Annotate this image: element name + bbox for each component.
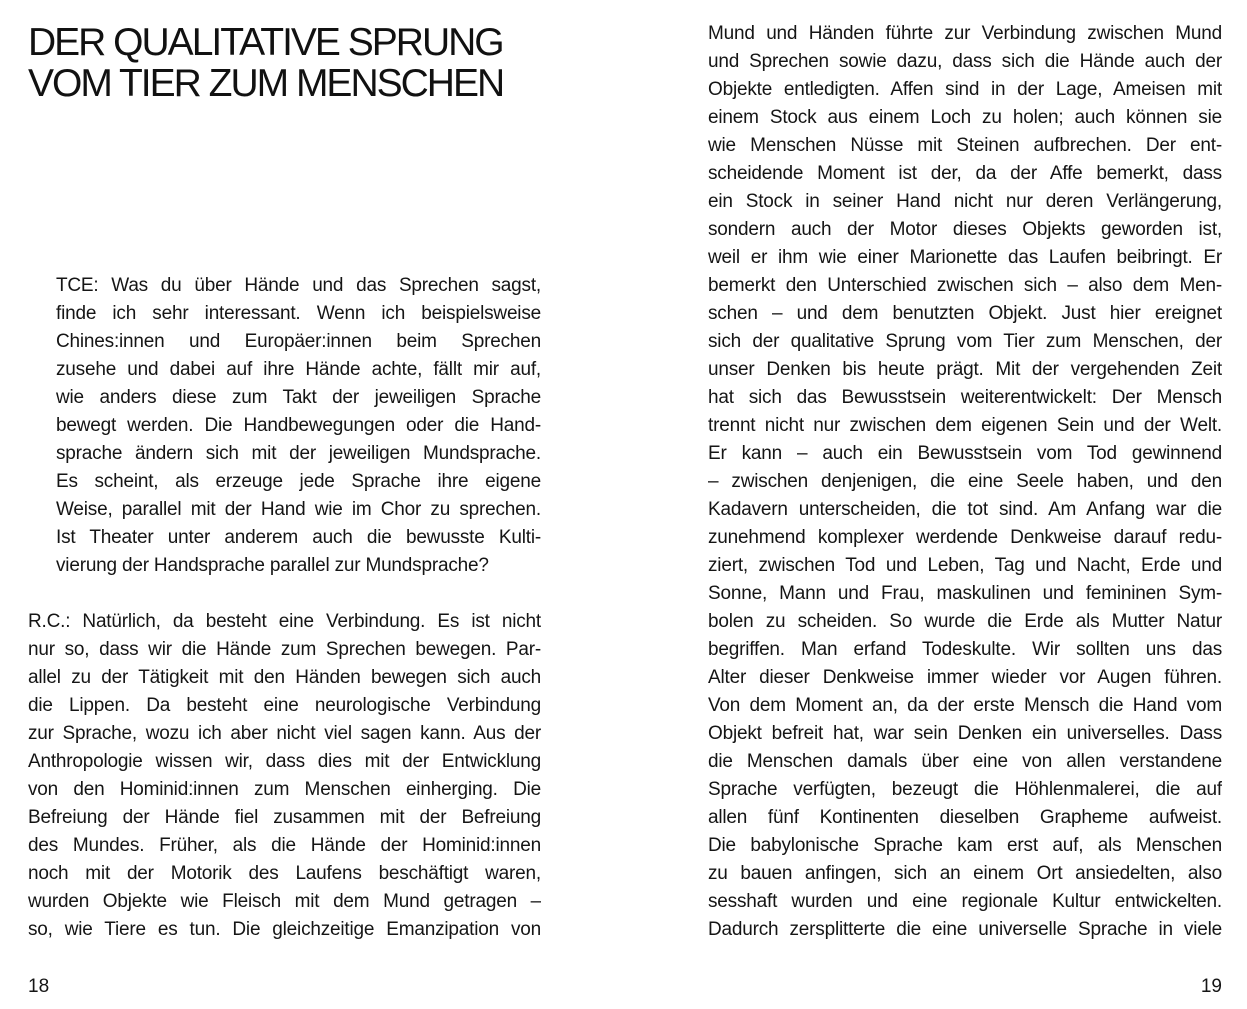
question-line: Es scheint, als erzeuge jede Sprache ihre eigene xyxy=(56,471,541,492)
body-line: Mund und Händen führte zur Verbindung zwischen Mund xyxy=(708,23,1222,44)
body-line: schen – und dem benutzten Objekt. Just hier ereignet xyxy=(708,303,1222,324)
chapter-title-line-2: VOM TIER ZUM MENSCHEN xyxy=(28,62,504,105)
body-line: Von dem Moment an, da der erste Mensch die Hand vom xyxy=(708,695,1222,716)
answer-line: allel zu der Tätigkeit mit den Händen bewegen sich auch xyxy=(28,667,541,688)
body-line: weil er ihm wie einer Marionette das Laufen beibringt. Er xyxy=(708,247,1222,268)
continued-answer xyxy=(708,20,1222,944)
body-line: sich der qualitative Sprung vom Tier zum Menschen, der xyxy=(708,331,1222,352)
body-line: Sprache verfügten, bezeugt die Höhlenmalerei, die auf xyxy=(708,779,1222,800)
body-line: zunehmend komplexer werdende Denkweise darauf redu- xyxy=(708,527,1222,548)
answer-line: R.C.: Natürlich, da besteht eine Verbindung. Es ist nicht xyxy=(28,611,541,632)
answer-line: Anthropologie wissen wir, dass dies mit der Entwicklung xyxy=(28,751,541,772)
body-line: Objekte entledigten. Affen sind in der Lage, Ameisen mit xyxy=(708,79,1222,100)
answer-line: noch mit der Motorik des Laufens beschäftigt waren, xyxy=(28,863,541,884)
answer-line: nur so, dass wir die Hände zum Sprechen bewegen. Par- xyxy=(28,639,541,660)
question-line: zusehe und dabei auf ihre Hände achte, fällt mir auf, xyxy=(56,359,541,380)
body-line: Alter dieser Denkweise immer wieder vor Augen führen. xyxy=(708,667,1222,688)
answer-line: zur Sprache, wozu ich aber nicht viel sagen kann. Aus der xyxy=(28,723,541,744)
question-line: TCE: Was du über Hände und das Sprechen sagst, xyxy=(56,275,541,296)
body-line: scheidende Moment ist der, da der Affe bemerkt, dass xyxy=(708,163,1222,184)
body-line: Objekt befreit hat, war sein Denken ein universelles. Dass xyxy=(708,723,1222,744)
interview-answer xyxy=(28,608,541,944)
question-line: sprache ändern sich mit der jeweiligen Mundsprache. xyxy=(56,443,541,464)
body-line: einem Stock aus einem Loch zu holen; auch können sie xyxy=(708,107,1222,128)
question-line: wie anders diese zum Takt der jeweiligen Sprache xyxy=(56,387,541,408)
chapter-title-line-1: DER QUALITATIVE SPRUNG xyxy=(28,21,503,64)
answer-line: des Mundes. Früher, als die Hände der Hominid:innen xyxy=(28,835,541,856)
question-line: Ist Theater unter anderem auch die bewusste Kulti- xyxy=(56,527,541,548)
answer-line: Befreiung der Hände fiel zusammen mit der Befreiung xyxy=(28,807,541,828)
body-line: Er kann – auch ein Bewusstsein vom Tod gewinnend xyxy=(708,443,1222,464)
question-line: Chines:innen und Europäer:innen beim Sprechen xyxy=(56,331,541,352)
body-line: sondern auch der Motor dieses Objekts geworden ist, xyxy=(708,219,1222,240)
question-line: vierung der Handsprache parallel zur Mundsprache? xyxy=(56,555,489,576)
question-line: bewegt werden. Die Handbewegungen oder die Hand- xyxy=(56,415,541,436)
body-line: bolen zu scheiden. So wurde die Erde als Mutter Natur xyxy=(708,611,1222,632)
body-line: Sonne, Mann und Frau, maskulinen und femininen Sym- xyxy=(708,583,1222,604)
body-line: ziert, zwischen Tod und Leben, Tag und Nacht, Erde und xyxy=(708,555,1222,576)
answer-line: so, wie Tiere es tun. Die gleichzeitige Emanzipation von xyxy=(28,919,541,940)
body-line: trennt nicht nur zwischen dem eigenen Sein und der Welt. xyxy=(708,415,1222,436)
body-line: und Sprechen sowie dazu, dass sich die Hände auch der xyxy=(708,51,1222,72)
answer-line: die Lippen. Da besteht eine neurologische Verbindung xyxy=(28,695,541,716)
body-line: Dadurch zersplitterte die eine universelle Sprache in viele xyxy=(708,919,1222,940)
body-line: ein Stock in seiner Hand nicht nur deren Verlängerung, xyxy=(708,191,1222,212)
body-line: bemerkt den Unterschied zwischen sich – also dem Men- xyxy=(708,275,1222,296)
chapter-title xyxy=(28,22,503,104)
interview-question xyxy=(56,272,541,580)
left-page xyxy=(0,0,623,1009)
body-line: unser Denken bis heute prägt. Mit der vergehenden Zeit xyxy=(708,359,1222,380)
right-page xyxy=(623,0,1247,1009)
page-number-right: 19 xyxy=(1200,976,1222,997)
body-line: Die babylonische Sprache kam erst auf, als Menschen xyxy=(708,835,1222,856)
question-line: finde ich sehr interessant. Wenn ich beispielsweise xyxy=(56,303,541,324)
body-line: die Menschen damals über eine von allen verstandene xyxy=(708,751,1222,772)
body-line: hat sich das Bewusstsein weiterentwickelt: Der Mensch xyxy=(708,387,1222,408)
body-line: begriffen. Man erfand Todeskulte. Wir sollten uns das xyxy=(708,639,1222,660)
body-line: allen fünf Kontinenten dieselben Grapheme aufweist. xyxy=(708,807,1222,828)
body-line: zu bauen anfingen, sich an einem Ort ansiedelten, also xyxy=(708,863,1222,884)
body-line: Kadavern unterscheiden, die tot sind. Am Anfang war die xyxy=(708,499,1222,520)
question-line: Weise, parallel mit der Hand wie im Chor zu sprechen. xyxy=(56,499,541,520)
body-line: – zwischen denjenigen, die eine Seele haben, und den xyxy=(708,471,1222,492)
answer-line: von den Hominid:innen zum Menschen einherging. Die xyxy=(28,779,541,800)
page-number-left: 18 xyxy=(28,976,50,997)
answer-line: wurden Objekte wie Fleisch mit dem Mund getragen – xyxy=(28,891,541,912)
body-line: wie Menschen Nüsse mit Steinen aufbrechen. Der ent- xyxy=(708,135,1222,156)
body-line: sesshaft wurden und eine regionale Kultur entwickelten. xyxy=(708,891,1222,912)
